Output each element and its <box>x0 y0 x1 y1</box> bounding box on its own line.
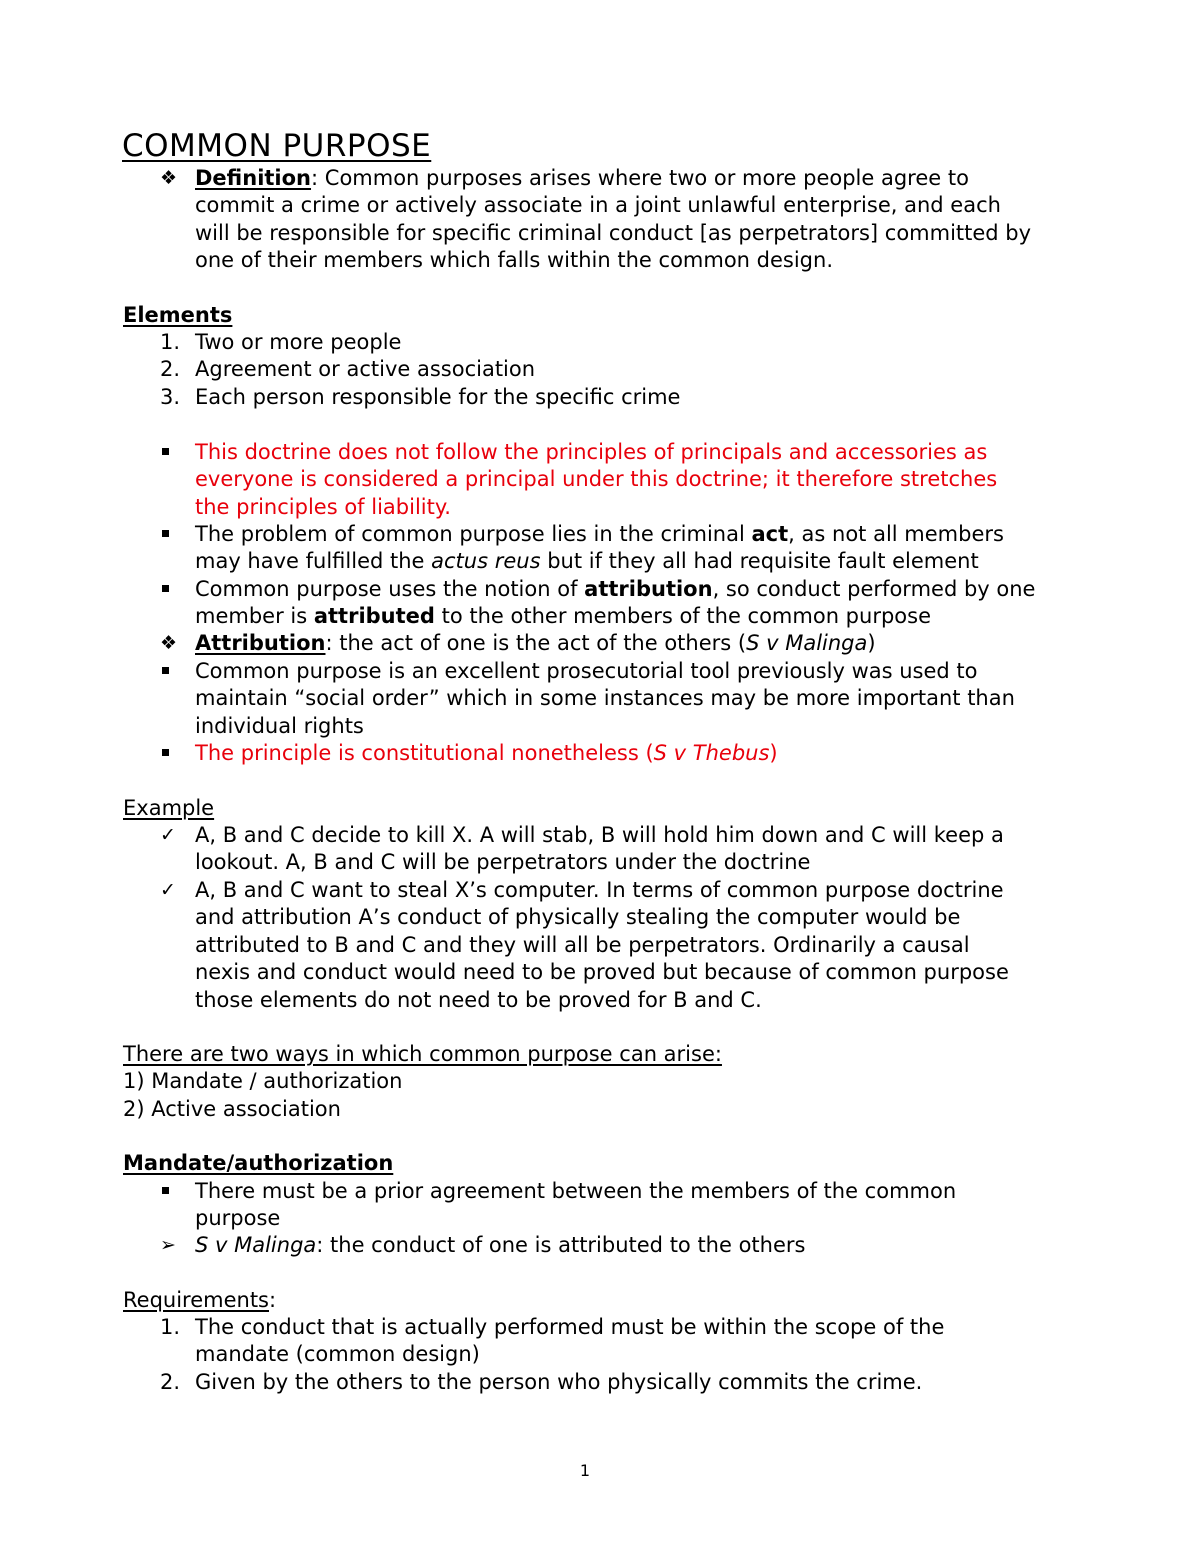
example-line: attributed to B and C and they will all be perpetrators. Ordinarily a causal <box>195 932 970 957</box>
example-line: and attribution A’s conduct of physically stealing the computer would be <box>195 905 961 930</box>
point-doctrine <box>195 439 1075 521</box>
example-line: A, B and C want to steal X’s computer. In terms of common purpose doctrine <box>195 878 1004 902</box>
example-line: nexis and conduct would need to be proved but because of common purpose <box>195 960 1009 985</box>
text: Requirements <box>123 1288 269 1312</box>
example-heading: Example <box>123 796 215 820</box>
text: , so conduct performed by one <box>712 577 1036 601</box>
text: Common purpose uses the notion of <box>195 577 585 601</box>
text: The principle is constitutional nonetheless ( <box>195 741 654 765</box>
requirement-line: mandate (common design) <box>195 1342 480 1367</box>
list-number: 3. <box>160 385 181 409</box>
list-number: 2. <box>160 357 181 381</box>
list-item: Two or more people <box>195 330 402 354</box>
requirement-item <box>195 1314 1075 1369</box>
point-line: the principles of liability. <box>195 494 451 519</box>
square-bullet-icon <box>160 439 190 466</box>
point-prosecutorial <box>195 658 1075 740</box>
text: S v Malinga <box>746 631 868 655</box>
text: : the conduct of one is attributed to the others <box>316 1233 806 1257</box>
definition-block <box>195 165 1075 275</box>
text: ) <box>867 631 876 655</box>
arrow-bullet-icon: ➢ <box>160 1234 176 1256</box>
point-line: individual rights <box>195 713 364 738</box>
check-icon: ✓ <box>160 824 176 846</box>
example-item <box>195 877 1075 1014</box>
text: to the other members of the common purpose <box>434 604 931 629</box>
list-number: 1. <box>160 330 181 354</box>
diamond-bullet-icon: ❖ <box>160 167 178 189</box>
point-attribution <box>195 630 1075 657</box>
definition-line: one of their members which falls within the common design. <box>195 248 833 273</box>
page-title: COMMON PURPOSE <box>122 128 432 164</box>
mandate-item <box>195 1178 1075 1233</box>
text: act <box>751 522 789 546</box>
example-line: lookout. A, B and C will be perpetrators under the doctrine <box>195 850 811 875</box>
square-bullet-icon <box>160 740 190 767</box>
list-item: Agreement or active association <box>195 357 536 381</box>
example-line: A, B and C decide to kill X. A will stab, B will hold him down and C will keep a <box>195 823 1004 847</box>
text: may have fulfilled the <box>195 549 432 574</box>
text: , as not all members <box>788 522 1004 546</box>
requirement-item: Given by the others to the person who physically commits the crime. <box>195 1370 923 1394</box>
check-icon: ✓ <box>160 879 176 901</box>
mandate-line: There must be a prior agreement between the members of the common <box>195 1179 957 1203</box>
elements-heading: Elements <box>123 303 233 327</box>
mandate-line: purpose <box>195 1206 281 1231</box>
list-number: 1. <box>160 1315 181 1339</box>
square-bullet-icon <box>160 658 190 685</box>
text: ) <box>769 741 778 765</box>
mandate-case <box>195 1232 1075 1259</box>
requirements-heading <box>123 1287 276 1314</box>
text: S v Thebus <box>653 741 770 765</box>
list-number: 2. <box>160 1370 181 1394</box>
mandate-heading: Mandate/authorization <box>123 1151 394 1175</box>
text: member is <box>195 604 314 629</box>
ways-heading: There are two ways in which common purpose can arise: <box>123 1042 722 1066</box>
text: actus reus <box>431 549 541 574</box>
text: : <box>269 1288 277 1312</box>
definition-line: Common purposes arises where two or more people agree to <box>324 166 969 190</box>
square-bullet-icon <box>160 1178 190 1205</box>
text: : the act of one is the act of the others ( <box>325 631 747 655</box>
point-line: Common purpose is an excellent prosecutorial tool previously was used to <box>195 659 978 683</box>
point-line: This doctrine does not follow the principles of principals and accessories as <box>195 440 988 464</box>
point-line: maintain “social order” which in some instances may be more important than <box>195 686 1015 711</box>
point-problem <box>195 521 1075 576</box>
example-line: those elements do not need to be proved for B and C. <box>195 987 762 1012</box>
point-line: everyone is considered a principal under this doctrine; it therefore stretches <box>195 467 998 492</box>
definition-line: commit a crime or actively associate in a joint unlawful enterprise, and each <box>195 193 1001 218</box>
requirement-line: The conduct that is actually performed must be within the scope of the <box>195 1315 945 1339</box>
example-item <box>195 822 1075 877</box>
text: attribution <box>584 577 713 601</box>
definition-sep: : <box>311 166 319 190</box>
text: S v Malinga <box>195 1233 317 1257</box>
square-bullet-icon <box>160 576 190 603</box>
definition-term: Definition <box>195 166 312 190</box>
list-item: Each person responsible for the specific crime <box>195 385 681 409</box>
square-bullet-icon <box>160 521 190 548</box>
point-attribution-notion <box>195 576 1075 631</box>
diamond-bullet-icon: ❖ <box>160 632 178 654</box>
point-constitutional <box>195 740 1075 767</box>
ways-item: 2) Active association <box>123 1097 341 1121</box>
text: Attribution <box>195 631 326 655</box>
text: attributed <box>313 604 435 629</box>
page-number: 1 <box>579 1461 591 1480</box>
text: The problem of common purpose lies in the criminal <box>195 522 752 546</box>
definition-line: will be responsible for specific criminal conduct [as perpetrators] committed by <box>195 220 1032 245</box>
ways-item: 1) Mandate / authorization <box>123 1069 403 1093</box>
text: but if they all had requisite fault element <box>540 549 979 574</box>
